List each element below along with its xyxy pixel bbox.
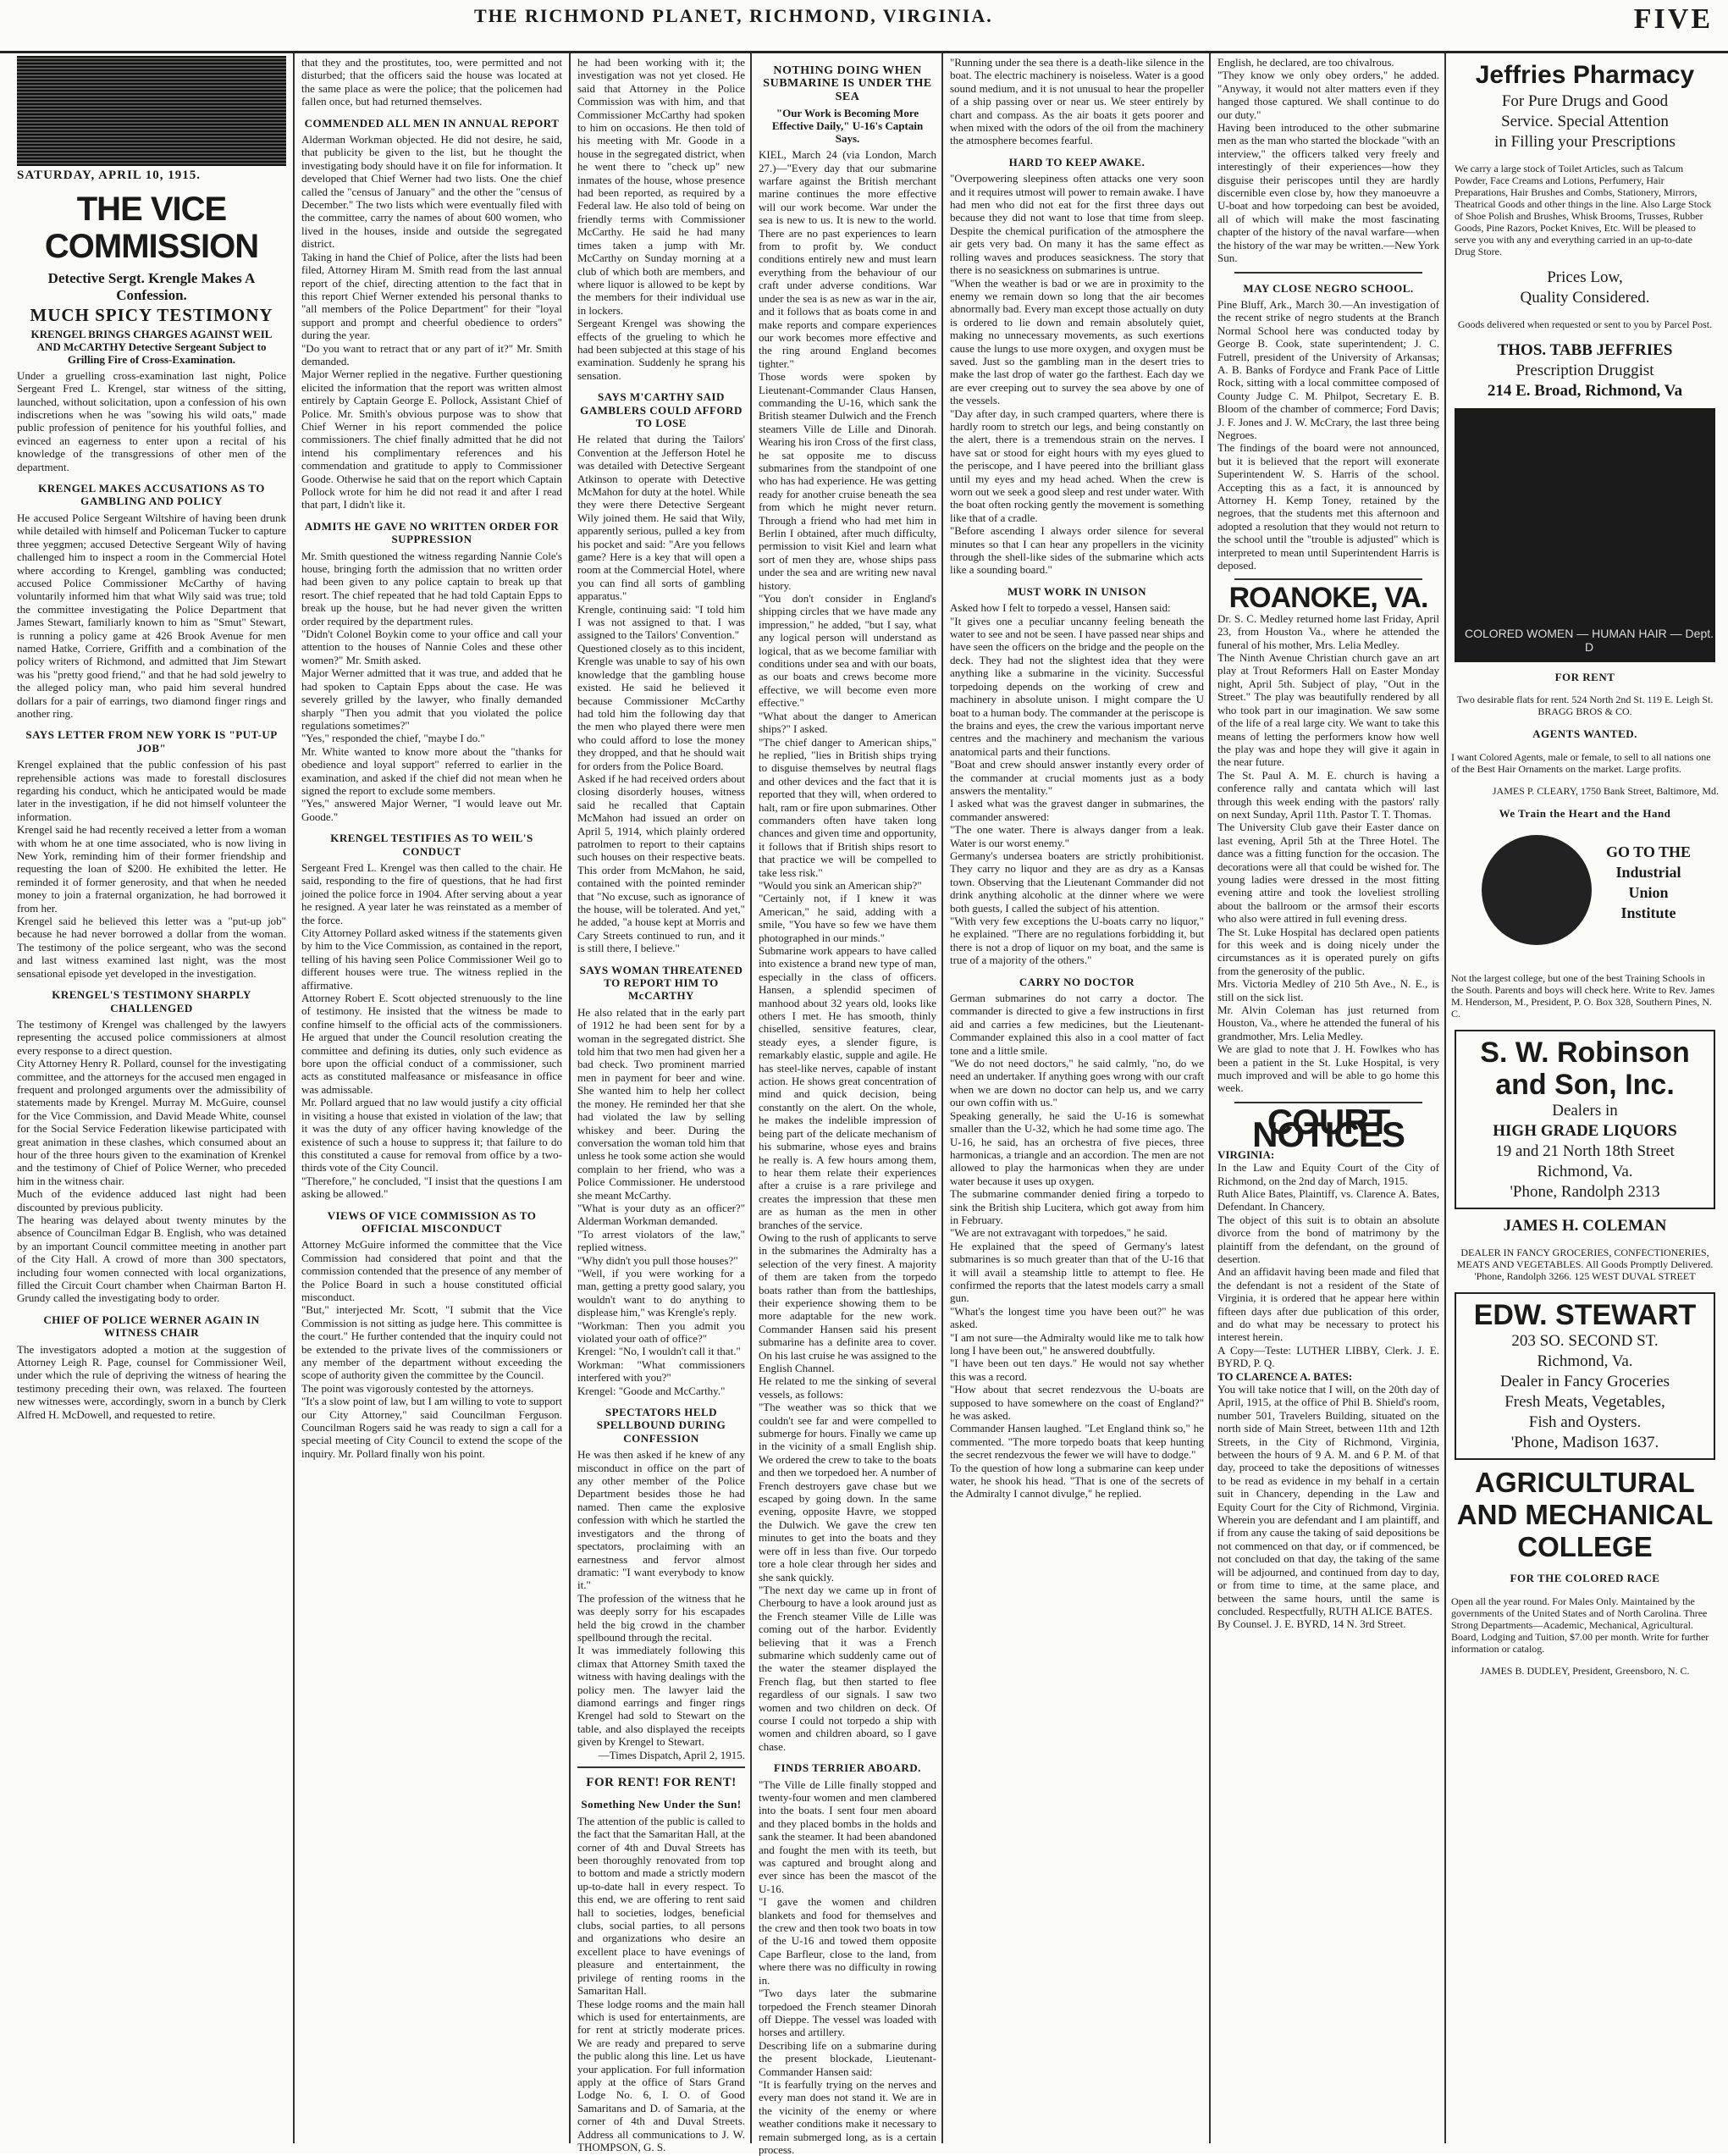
subdeck: "Our Work is Becoming More Effective Daily," U-16's Captain Says. bbox=[771, 107, 924, 146]
ad-agents-wanted bbox=[1451, 727, 1719, 796]
ad-line: Dealer in Fancy Groceries bbox=[1500, 1373, 1670, 1391]
paragraph: The hearing was delayed about twenty minutes by the absence of Councilman Edgar B. English, who was detained by an important Council committee meeting in another part of the City Hall. A crowd of more than 300 spectators, including four women connected with local organizations, filled the Circuit Court chamber when Chairman Barton H. Grundy called the investigating body to order. bbox=[17, 1213, 286, 1305]
paragraph: Major Werner admitted that it was true, and added that he had spoken to Captain Epps about the case. He was severely grilled by the lawyer, who finally demanded sharply "Then you admit that you violated the police regulations sometimes?" bbox=[301, 666, 562, 732]
column-7-ads bbox=[1451, 56, 1719, 2143]
column-3 bbox=[577, 56, 745, 2153]
masthead-title: THE RICHMOND PLANET, RICHMOND, VIRGINIA. bbox=[474, 5, 993, 26]
ad-line: GO TO THE Industrial Union Institute bbox=[1605, 843, 1692, 922]
ad-agricultural-college bbox=[1451, 1467, 1719, 1676]
headline-vice-commission: THE VICE COMMISSION bbox=[44, 191, 259, 266]
paragraph: Mr. Pollard argued that no law would justify a city official in visiting a house that existed in violation of the law; that it was the duty of any officer having knowledge of the existence of such a house to suppress it; that failure to do this constituted a cause for removal from office by a two-thirds vote of the City Council. bbox=[301, 1096, 562, 1175]
column-4 bbox=[759, 56, 936, 2156]
paragraph: "Overpowering sleepiness often attacks one very soon and it requires utmost will power to remain awake. I have had men who did not eat for the first three days out because they did not want to lose that time from sleep. Despite the chemical purification of the atmosphere the air gets very bad. On many it has the same effect as rolling waves and produces seasickness. The story that there is no seasickness on submarines is untrue. bbox=[950, 172, 1204, 277]
ad-for-rent bbox=[1451, 671, 1719, 717]
ad-title: EDW. STEWART bbox=[1473, 1299, 1697, 1332]
paragraph: Speaking generally, he said the U-16 is somewhat smaller than the U-32, which he had some time ago. The U-16, he said, has an orchestra of five pieces, three harmonicas, a triangle and an accordion. The men are not allowed to play the harmonicas when they are under water because it uses up oxygen. bbox=[950, 1108, 1204, 1187]
paragraph: Krengle, continuing said: "I told him I was not assigned to that. I was assigned to the Tailors' Convention." bbox=[577, 602, 745, 642]
ad-title: JAMES H. COLEMAN bbox=[1503, 1217, 1667, 1236]
paragraph: "The next day we came up in front of Cherbourg to have a look around just as the French steamer Ville de Lille was coming out of the harbor. Evidently believing that it was a French submarine which suddenly came out of the water the steamer displayed the French flag, but then started to flee regardless of our signals. I saw two women and two children on deck. Of course I could not torpedo a ship with women and children aboard, so I gave chase. bbox=[759, 1583, 936, 1753]
headline-court-notices: COURT NOTICES bbox=[1252, 1101, 1405, 1155]
paragraph: The investigators adopted a motion at the suggestion of Attorney Leigh R. Page, counsel for Commissioner Weil, under which the rule of depriving the witness of hearing the testimony preceding their own, was relaxed. The fourteen new witnesses were, accordingly, sworn in a bunch by Clerk Alfred H. McDowell, and requested to retire. bbox=[17, 1342, 286, 1421]
subhead: KRENGEL TESTIFIES AS TO WEIL'S CONDUCT bbox=[330, 832, 533, 858]
paragraph: "You don't consider in England's shipping circles that we have made any impression," he added, "but I say, what any logical person will understand as logical, that as we become familiar with conditions under sea and with our boats, as our boats and crews become more effective, we will become even more effective." bbox=[759, 592, 936, 710]
ad-line: Richmond, Va. bbox=[1537, 1352, 1633, 1371]
paragraph: Submarine work appears to have called into existence a brand new type of man, especially in the class of officers. Hansen, a splendid specimen of manhood about 32 years old, looks like others I met. He has smooth, thinly chiselled, sensitive features, clear, steady eyes, a slender figure, is remarkably elastic, supple and agile. He has steel-like nerves, capable of instant action. He shows great concentration of mind and quick decision, being constantly on the alert. On the whole, he makes the indelible impression of being part of the delicate mechanism of his submarine, whose eyes and brains he really is. A few hours among them, to hear them relate their experiences after a cruise is a rare privilege and creates the impression that these men are as human as the men in other branches of the service. bbox=[759, 944, 936, 1231]
paragraph: "They know we only obey orders," he added. "Anyway, it would not alter matters even if they hanged those captured. We shall continue to do our duty." bbox=[1217, 69, 1439, 121]
paragraph: In the Law and Equity Court of the City of Richmond, on the 2nd day of March, 1915. bbox=[1217, 1161, 1439, 1187]
paragraph: KIEL, March 24 (via London, March 27.)—"Every day that our submarine warfare against the British merchant marine continues the more effective will our work become. War under the sea is new to us. It is new to the world. There are no past experiences to learn from to profit by. We conduct conditions entirely new and must learn everything from the behaviour of our craft under adverse conditions. War under the sea is as new as war in the air, and it follows that as boats come in and make reports and compare experiences our work becomes more effective and the ring around England becomes tighter." bbox=[759, 148, 936, 370]
subhead: MUST WORK IN UNISON bbox=[1008, 584, 1146, 598]
paragraph: "What's the longest time you have been out?" he was asked. bbox=[950, 1304, 1204, 1331]
paragraph: Ruth Alice Bates, Plaintiff, vs. Clarence A. Bates, Defendant. In Chancery. bbox=[1217, 1186, 1439, 1213]
subhead: SAYS WOMAN THREATENED TO REPORT HIM TO McCARTHY bbox=[579, 963, 743, 1003]
ad-line: Fish and Oysters. bbox=[1528, 1413, 1642, 1432]
subhead: ADMITS HE GAVE NO WRITTEN ORDER FOR SUPPRESSION bbox=[304, 519, 560, 546]
paragraph: "Would you sink an American ship?" bbox=[759, 878, 922, 892]
paragraph: Describing life on a submarine during the present blockade, Lieutenant-Commander Hansen said: bbox=[759, 2038, 936, 2078]
paragraph: Attorney Robert E. Scott objected strenuously to the line of testimony. He insisted that the witness be made to confine himself to the official acts of the commissioners. He argued that under the Council resolution creating the committee and defining its duties, only such evidence as bore upon the official conduct of a commissioner, such acts as constituted malfeasance or misfeasance in office was admissable. bbox=[301, 992, 562, 1096]
paragraph: "I have been out ten days." He would not say whether this was a record. bbox=[950, 1357, 1204, 1383]
paragraph: By Counsel. J. E. BYRD, 14 N. 3rd Street. bbox=[1217, 1617, 1406, 1631]
ad-industrial-union-institute bbox=[1451, 807, 1719, 1020]
ad-line: For Pure Drugs and Good bbox=[1501, 92, 1669, 110]
subdeck: KRENGEL BRINGS CHARGES AGAINST WEIL AND McCARTHY Detective Sergeant Subject to Grilling Fire of Cross-Examination. bbox=[30, 327, 273, 366]
paragraph: Dr. S. C. Medley returned home last Friday, April 23, from Houston Va., where he attended the funeral of his mother, Mrs. Lelia Medley. bbox=[1217, 611, 1439, 651]
ad-title: AGRICULTURAL AND MECHANICAL COLLEGE bbox=[1456, 1467, 1714, 1563]
headline-roanoke: ROANOKE, VA. bbox=[1228, 582, 1428, 615]
paragraph: The object of this suit is to obtain an absolute divorce from the bond of matrimony by the plaintiff from the defendant, on the ground of desertion. bbox=[1217, 1213, 1439, 1265]
paragraph: English, he declared, are too chivalrous. bbox=[1217, 56, 1394, 69]
column-rule bbox=[1209, 53, 1211, 2143]
paragraph: "Two days later the submarine torpedoed the French steamer Dinorah off Dieppe. The vessel was loaded with horses and artillery. bbox=[759, 1987, 936, 2039]
image-caption: COLORED WOMEN — HUMAN HAIR — Dept. D bbox=[1464, 627, 1714, 654]
ad-line: Dealers in bbox=[1552, 1102, 1618, 1120]
seal-emblem-icon bbox=[1482, 835, 1592, 945]
paragraph: "Boat and crew should answer instantly every order of the commander at crucial moments just as a body answers the mentality." bbox=[950, 758, 1204, 797]
headline-submarine: NOTHING DOING WHEN SUBMARINE IS UNDER THE SEA bbox=[763, 64, 932, 103]
paragraph: Taking in hand the Chief of Police, after the lists had been filed, Attorney Hiram M. Smith read from the last annual report of the chief, directing attention to the fact that in this report Chief Werner extended his personal thanks to "all members of the Police Department" for their "loyal support and prompt and cheerful obedience to orders" during the year. bbox=[301, 250, 562, 342]
obscured-clipping bbox=[17, 56, 286, 166]
paragraph: Asked if he had received orders about closing disorderly houses, witness said he recalled that Captain McMahon had issued an order on April 5, 1914, which plainly ordered patrolmen to report to their captains such houses on their respective beats. This order from McMahon, he said, contained with the pointed reminder that "No excuse, such as ignorance of the house, will be tolerated. And yet," he added, "a house kept at Morris and Cary Streets continued to run, and it is still there, I believe." bbox=[577, 771, 745, 955]
paragraph: Krengel: "Goode and McCarthy." bbox=[577, 1384, 726, 1397]
ad-title: We Train the Heart and the Hand bbox=[1499, 806, 1671, 820]
paragraph: Asked how I felt to torpedo a vessel, Hansen said: bbox=[950, 601, 1171, 615]
ad-line: Richmond, Va. bbox=[1537, 1163, 1633, 1181]
paragraph: Mr. White wanted to know more about the "thanks for obedience and loyal support" referred to earlier in the examination, and asked if the chief did not mean when he signed the report to exclude some members. bbox=[301, 744, 562, 797]
paragraph: It was immediately following this climax that Attorney Smith taxed the witness with having dealings with the policy men. The lawyer laid the diamond earrings and finger rings Krengel had sold to Stewart on the table, and also displayed the receipts given by Krengel to Stewart. bbox=[577, 1644, 745, 1749]
ad-line: Quality Considered. bbox=[1520, 289, 1650, 307]
subhead: CHIEF OF POLICE WERNER AGAIN IN WITNESS CHAIR bbox=[43, 1313, 260, 1340]
paragraph: The University Club gave their Easter dance on last evening, April 5th at the Three Hotel. The dance was a fitting function for the occasion. The decorations were all that could be wished for. The young ladies were dressed in the most fitting evening attire and took the loveliest strolling about the ballroom or the armsof their escorts who also were attired in full evening dress. bbox=[1217, 821, 1439, 926]
ad-edw-stewart bbox=[1455, 1292, 1715, 1460]
paragraph: "Yes," responded the chief, "maybe I do." bbox=[301, 732, 485, 745]
paragraph: "To arrest violators of the law," replied witness. bbox=[577, 1227, 745, 1254]
ad-head-for-rent: FOR RENT! FOR RENT! bbox=[586, 1776, 737, 1789]
paragraph: "Day after day, in such cramped quarters, where there is hardly room to stretch our legs, and being constantly on the alert, there is a tremendous strain on the nerves. I have sat or stood for eight hours with my eyes glued to the periscope, and I have peered into the brilliant glass until my eyes and my head ached. When the crew is worn out we seek a good sleep and rest under water. With the boat often rocking gently the movement is something like that of a cradle. bbox=[950, 406, 1204, 524]
paragraph: Mr. Smith questioned the witness regarding Nannie Cole's house, bringing forth the admission that no written order had been given to any police captain to break up that resort. The chief repeated that he had told Captain Epps to break up the house, but he had never given the written order required by the department rules. bbox=[301, 549, 562, 627]
ad-title: S. W. Robinson and Son, Inc. bbox=[1480, 1037, 1690, 1102]
paragraph: Sergeant Krengel was showing the effects of the grueling to which he had been subjected at this stage of his examination. Suddenly he sprang his sensation. bbox=[577, 317, 745, 382]
paragraph: "But," interjected Mr. Scott, "I submit that the Vice Commission is not sitting as judge here. This committee is the court." He further contended that the inquiry could not be extended to the private lives of the commissioners or any member of the department without exceeding the scope of authority given the committee by the Council. bbox=[301, 1303, 562, 1382]
column-rule bbox=[750, 53, 752, 2143]
paragraph: Workman: "What commissioners interfered with you?" bbox=[577, 1357, 745, 1385]
paragraph: And an affidavit having been made and filed that the defendant is not a resident of the State of Virginia, it is ordered that he appear here within fifteen days after due publication of this order, and do what may be necessary to protect his interest herein. bbox=[1217, 1265, 1439, 1344]
ad-body: JAMES B. DUDLEY, President, Greensboro, N. C. bbox=[1480, 1664, 1690, 1677]
paragraph: "How about that secret rendezvous the U-boats are supposed to have somewhere on the coast of England?" he was asked. bbox=[950, 1383, 1204, 1423]
paragraph: "Running under the sea there is a death-like silence in the boat. The electric machinery is noiseless. Water is a good sound medium, and it is not unusual to hear the propeller of a ship passing over or near us. We steer entirely by chart and compass. As the air boats it gets poorer and when mixed with the odors of the oil from the machinery the atmosphere becomes fearful. bbox=[950, 56, 1204, 147]
paragraph: "What about the danger to American ships?" I asked. bbox=[759, 709, 936, 736]
paragraph: that they and the prostitutes, too, were permitted and not disturbed; that the officers said the house was located at the same place as were the police; that the policemen had fallen once, but had returned themselves. bbox=[301, 56, 562, 108]
paragraph: A Copy—Teste: LUTHER LIBBY, Clerk. J. E. BYRD, P. Q. bbox=[1217, 1343, 1439, 1370]
paragraph: "Didn't Colonel Boykin come to your office and call your attention to the houses of Nannie Coles and these other women?" Mr. Smith asked. bbox=[301, 627, 562, 666]
paragraph: "Workman: Then you admit you violated your oath of office?" bbox=[577, 1318, 745, 1345]
paragraph: Germany's undersea boaters are strictly prohibitionist. They carry no liquor and they are as dry as a Kansas town. Observing that the Lieutenant Commander did not drink anything alcoholic at the dinner where we were both guests, I called the subject of his attention. bbox=[950, 849, 1204, 915]
paragraph: The submarine commander denied firing a torpedo to sink the British ship Lucitera, which got away from him in February. bbox=[950, 1187, 1204, 1226]
paragraph: Attorney McGuire informed the committee that the Vice Commission had considered that point and that the commission contended that the presence of any member of the Police Board in such a house constituted official misconduct. bbox=[301, 1238, 562, 1303]
paragraph: You will take notice that I will, on the 20th day of April, 1915, at the office of Phil B. Shield's room, number 501, Travelers Building, situated on the north side of Main Street, between 11th and 12th Streets, in the City of Richmond, Virginia, between the hours of 9 A. M. and 6 P. M. of that day, proceed to take the depositions of witnesses to be read as evidence in my behalf in a certain suit in Chancery, depending in the Law and Equity Court for the City of Richmond, Virginia. Wherein you are defendant and I am plaintiff, and if from any cause the taking of said depositions be not commenced on that day, or if commenced, be not concluded on that day, the taking of the same will be adjourned, and continued from day to day, or from time to time, at the same place, and between the same hours, until the same is concluded. Respectfully, RUTH ALICE BATES. bbox=[1217, 1383, 1439, 1617]
masthead bbox=[0, 0, 1728, 53]
ad-line: 19 and 21 North 18th Street bbox=[1495, 1142, 1675, 1161]
ad-body: These lodge rooms and the main hall which is used for entertainments, are for rent at strictly moderate prices. We are ready and prepared to serve the public along this line. Let us have your application. For full information apply at the office of Stars Grand Lodge No. 6, I. O. of Good Samaritans and D. of Samaria, at the corner of 4th and Duval Streets. Address all communications to J. W. THOMPSON, G. S. bbox=[577, 1997, 745, 2153]
hair-advertisement-image bbox=[1455, 408, 1715, 662]
paragraph: Sergeant Fred L. Krengel was then called to the chair. He said, responding to the fire of questions, that he had first joined the police force in 1904. After serving about a year he resigned. A year later he was reinstated as a member of the force. bbox=[301, 860, 562, 926]
paragraph: The profession of the witness that he was deeply sorry for his escapades held the big crowd in the chamber spellbound through the recital. bbox=[577, 1591, 745, 1644]
ad-james-coleman bbox=[1451, 1216, 1719, 1282]
paragraph: We are glad to note that J. H. Fowlkes who has been a patient in the St. Luke Hospital, is very much improved and will be able to go home this week. bbox=[1217, 1042, 1439, 1095]
subhead: CARRY NO DOCTOR bbox=[1019, 975, 1135, 988]
paragraph: He was then asked if he knew of any misconduct in office on the part of any other member of the Police Department besides those he had named. Then came the explosive confession with which he startled the investigators and the throng of spectators, proclaiming with an earnestness and fervor almost dramatic: "I want everybody to know it." bbox=[577, 1448, 745, 1592]
paragraph: Krengel said he believed this letter was a "put-up job" because he had never borrowed a dollar from the woman. The testimony of the police sergeant, who was the second and last witness examined last night, was the most sensational episode yet developed in the investigation. bbox=[17, 915, 286, 980]
column-5 bbox=[950, 56, 1204, 2143]
subhead: COMMENDED ALL MEN IN ANNUAL REPORT bbox=[304, 116, 560, 130]
paragraph: The Ninth Avenue Christian church gave an art play at Trout Reformers Hall on Easter Monday night, April 5th. Subject of play, "Out in the Street." The play was beautifully rendered by all who took part in our imagination. We saw some of the life of a real large city. We want to take this means of letting the performers know how well the play was and hope they will give it again in the near future. bbox=[1217, 651, 1439, 769]
subhead: HARD TO KEEP AWAKE. bbox=[1008, 155, 1146, 169]
paragraph: "When the weather is bad or we are in proximity to the enemy we remain down so long that the air becomes abnormally bad. Every man except those actually on duty is ordered to lie down and remain absolutely quiet, making no unnecessary movements, as such exertions cause the lungs to use more oxygen, and oxygen must be saved. Just so the gambling man in the desert tries to make the last drop of water go the farthest. Each day we are ever creeping out to survey the sea above by one of the vessels. bbox=[950, 276, 1204, 407]
paragraph: "Well, if you were working for a man, getting a pretty good salary, you wouldn't want to do anything to displease him," was Krengle's reply. bbox=[577, 1266, 745, 1319]
ad-line: Prescription Druggist bbox=[1515, 362, 1654, 379]
issue-date: SATURDAY, APRIL 10, 1915. bbox=[17, 169, 201, 182]
ad-sw-robinson bbox=[1455, 1030, 1715, 1209]
paragraph: Krengel said he had recently received a letter from a woman with whom he at one time associated, who is now living in New York, reminding him of their former friendship and requesting the loan of $200. He exhibited the letter. He reminded it of former generosity, and that when he needed money to join a fraternal organization, he had borrowed it from her. bbox=[17, 823, 286, 915]
paragraph: Questioned closely as to this incident, Krengle was unable to say of his own knowledge that the gambling house existed. He said he believed it because Commissioner McCarthy had told him the following day that the men who played there were men who could afford to lose the money they dropped, and that he should wait for orders from the Police Board. bbox=[577, 641, 745, 772]
paragraph: The St. Paul A. M. E. church is having a conference rally and cantata which will last through this week ending with the pastors' rally on next Sunday, April 11th. Pastor T. T. Thomas. bbox=[1217, 768, 1439, 821]
paragraph: The point was vigorously contested by the attorneys. bbox=[301, 1381, 534, 1395]
column-rule bbox=[569, 53, 571, 2143]
ad-line: 203 SO. SECOND ST. bbox=[1511, 1332, 1659, 1351]
ad-line: 214 E. Broad, Richmond, Va bbox=[1487, 382, 1683, 400]
paragraph: He related to me the sinking of several vessels, as follows: bbox=[759, 1374, 936, 1401]
column-2 bbox=[301, 56, 562, 2143]
paragraph: "Certainly not, if I knew it was American," he said, adding with a smile, "You have so few we have them photographed in our minds." bbox=[759, 892, 936, 944]
paragraph: Krengel: "No, I wouldn't call it that." bbox=[577, 1345, 741, 1358]
subhead: VIEWS OF VICE COMMISSION AS TO OFFICIAL MISCONDUCT bbox=[327, 1208, 537, 1235]
paragraph: "It is fearfully trying on the nerves and every man does not stand it. We are in the vicinity of the enemy or where weather conditions make it necessary to remain submerged long, as is a certain process. bbox=[759, 2077, 936, 2156]
paragraph: "Yes," answered Major Werner, "I would leave out Mr. Goode." bbox=[301, 797, 562, 823]
ad-line: in Filling your Prescriptions bbox=[1494, 133, 1676, 151]
paragraph: The findings of the board were not announced, but it is believed that the report will exonerate Superintendent W. S. Harris of the school. Accepting this as a fact, it is announced by Attorney H. Kemp Toney, retained by the negroes, that the students met this afternoon and adopted a resolution that they would not return to the school until the "trouble is adjusted" which is interpreted to mean until Superintendent Harris is deposed. bbox=[1217, 441, 1439, 572]
ad-title: FOR RENT bbox=[1554, 671, 1615, 683]
paragraph: The testimony of Krengel was challenged by the lawyers representing the accused police commissioners at almost every response to a direct question. bbox=[17, 1017, 286, 1057]
ad-title: AGENTS WANTED. bbox=[1532, 727, 1637, 741]
paragraph: Mr. Alvin Coleman has just returned from Houston, Va., where he attended the funeral of his grandmother, Mrs. Lelia Medley. bbox=[1217, 1003, 1439, 1042]
paragraph: He explained that the speed of Germany's latest submarines is so much greater than that of the U-16 that it will avail a steamship little to attempt to flee. He confirmed the reports that the latest models carry a small gun. bbox=[950, 1239, 1204, 1305]
ad-subhead: Something New Under the Sun! bbox=[581, 1798, 742, 1811]
paragraph: "Before ascending I always order silence for several minutes so that I can hear any propellers in the vicinity through the shell-like sides of the submarine which acts like a sounding board." bbox=[950, 524, 1204, 577]
paragraph: "We are not extravagant with torpedoes," he said. bbox=[950, 1226, 1168, 1240]
paragraph: Major Werner replied in the negative. Further questioning elicited the information that the report was written almost entirely by Captain George E. Pollock, Assistant Chief of Police. Mr. Smith's obvious purpose was to show that Chief Werner in his report commended the police commissioners. The chief finally admitted that he did not intend his complimentary references and his commendation and gratitude to apply to Commissioner Goode. Otherwise he said that on the report which Captain Pollock wrote for him he did not read it and after I read that part, I didn't like it. bbox=[301, 368, 562, 511]
ad-line: THOS. TABB JEFFRIES bbox=[1497, 341, 1673, 359]
ad-body: JAMES P. CLEARY, 1750 Bank Street, Baltimore, Md. bbox=[1492, 784, 1719, 797]
paragraph: "The weather was so thick that we couldn't see far and were compelled to submerge for hours. Finally we came up in the vicinity of a small English ship. We ordered the crew to take to the boats and then we torpedoed her. A number of French destroyers gave chase but we escaped by going down. In the same evening, opposite Havre, we stopped the Dulwich. We gave the crew ten minutes to get into the boats and they were off in less than five. Our torpedo tore a hole clear through her sides and she sank quickly. bbox=[759, 1401, 936, 1584]
page-number: FIVE bbox=[1633, 3, 1713, 35]
paragraph: Owing to the rush of applicants to serve in the submarines the Admiralty has a selection of the very finest. A majority of them are taken from the torpedo boats rather than from the battleships, their experience showing them to be more adaptable for the new work. Commander Hansen said his present submarine has a definite area to cover. On his last cruise he was assigned to the English Channel. bbox=[759, 1230, 936, 1374]
paragraph: TO CLARENCE A. BATES: bbox=[1217, 1369, 1353, 1383]
paragraph: Krengel explained that the public confession of his past reprehensible actions was made to forestall disclosures regarding his conduct, which he anticipated would be made later in the investigation, if he did not himself volunteer the information. bbox=[17, 758, 286, 823]
paragraph: "The Ville de Lille finally stopped and twenty-four women and men clambered into the boats. I sent four men aboard and they placed bombs in the holds and sank the steamer. It had been abandoned and fought the men with its teeth, but was captured and brought along and ever since has been the mascot of the U-16. bbox=[759, 1777, 936, 1895]
subhead: SPECTATORS HELD SPELLBOUND DURING CONFESSION bbox=[596, 1406, 726, 1445]
ad-body: Goods delivered when requested or sent to you by Parcel Post. bbox=[1457, 318, 1713, 330]
ad-body: The attention of the public is called to the fact that the Samaritan Hall, at the corner of 4th and Duval Streets has been thoroughly renovated from top to bottom and made a strictly modern up-to-date hall in every respect. To this end, we are offering to rent said hall to societies, lodges, beneficial clubs, social parties, to all persons and organizations who desire an excellent place to have evenings of pleasure and entertainment, the privilege of renting rooms in the Samaritan Hall. bbox=[577, 1814, 745, 1998]
ad-line: Prices Low, bbox=[1547, 268, 1623, 286]
paragraph: "The one water. There is always danger from a leak. Water is our worst enemy." bbox=[950, 823, 1204, 849]
paragraph: German submarines do not carry a doctor. The commander is directed to give a few instructions in first aid and carries a few medicines, but the Lieutenant-Commander explained this also in a cool matter of fact tone and a little smile. bbox=[950, 992, 1204, 1057]
subhead: MAY CLOSE NEGRO SCHOOL. bbox=[1243, 281, 1414, 295]
paragraph: Pine Bluff, Ark., March 30.—An investigation of the recent strike of negro students at the Branch Normal School here was conducted today by George B. Cook, state superintendent; J. C. Futrell, president of the University of Arkansas; A. B. Banks of Fordyce and Frank Pace of Little Rock, sitting with a local committee composed of County Judge C. M. Philpot, Secretary E. B. Bloom of the chamber of commerce; Ford Davis; J. F. Jones and J. W. McCrary, the last three being Negroes. bbox=[1217, 297, 1439, 441]
subhead: FINDS TERRIER ABOARD. bbox=[774, 1761, 921, 1775]
paragraph: He accused Police Sergeant Wiltshire of having been drunk while detailed with himself and Policeman Tucker to capture three yeggmen; accused Detective Sergeant Wily of having challenged him to inspect a room in the Commercial Hotel where according to Krengel, gambling was conducted; accused Police Commissioner McCarthy of having voluntarily informed him that what Wily said was true; told the committee investigating the Police Department that James Stewart, familiarly known to him as "Smut" Stewart, is running a policy game at 426 Brook Avenue for men named Hatke, Corriere, Griffith and a combination of the policy writers of Richmond, and admitted that Jim Stewart was his "pretty good friend," and that he had sold jewelry to the alleged policy man, who paid him several hundred dollars for a pair of earrings, two diamond finger rings and another ring. bbox=[17, 511, 286, 720]
column-rule bbox=[1444, 53, 1446, 2143]
ad-line: 'Phone, Randolph 2313 bbox=[1510, 1183, 1660, 1202]
ad-subtitle: FOR THE COLORED RACE bbox=[1510, 1572, 1660, 1585]
subhead: SAYS M'CARTHY SAID GAMBLERS COULD AFFORD TO LOSE bbox=[580, 390, 743, 429]
paragraph: "What is your duty as an officer?" Alderman Workman demanded. bbox=[577, 1201, 745, 1228]
paragraph: Commander Hansen laughed. "Let England think so," he commented. "The more torpedo boats that keep hunting the secret rendezvous the fewer we will have to dodge." bbox=[950, 1422, 1204, 1462]
deck: Detective Sergt. Krengle Makes A Confession. bbox=[47, 270, 256, 304]
divider bbox=[1234, 578, 1422, 580]
paragraph: He related that during the Tailors' Convention at the Jefferson Hotel he was detailed with Detective Sergeant Atkinson to operate with Detective McMahon for duty at the hotel. While they were there Detective Sergeant Wily joined them. He said that Wily, apparently serious, pulled a key from his pocket and said: "Are you fellows game? Here is a key that will open a room at the Commercial Hotel, where you can find all sorts of gambling apparatus." bbox=[577, 433, 745, 603]
column-1 bbox=[17, 56, 286, 2143]
ad-body: Two desirable flats for rent. 524 North 2nd St. 119 E. Leigh St. BRAGG BROS & CO. bbox=[1456, 694, 1714, 718]
paragraph: He also related that in the early part of 1912 he had been sent for by a woman in the segregated district. She told him that two men had given her a bad check. Two prominent married men in payment for beer and wine. She wanted him to help her collect the money. He reminded her that she had violated the law by selling whiskey and beer. During the conversation the woman told him that unless he took some action she would complain to her friend, who was a Police Commissioner. He understood she meant McCarthy. bbox=[577, 1005, 745, 1202]
paragraph: "Therefore," he concluded, "I insist that the questions I am asking be allowed." bbox=[301, 1174, 562, 1201]
paragraph: Those words were spoken by Lieutenant-Commander Claus Hansen, commanding the U-16, which sank the British steamer Dulwich and the French steamers Ville de Lille and Dinorah. Wearing his iron Cross of the first class, he sat opposite me to discuss submarines from the standpoint of one who has had experience. He was getting ready for another cruise beneath the sea from which he might never return. Through a friend who had met him in Berlin I obtained, after much difficulty, permission to visit Kiel and learn what sort of men they are, whose ships pass under the sea and are writing new naval history. bbox=[759, 370, 936, 592]
paragraph: "With very few exceptions the U-boats carry no liquor," he explained. "There are no regulations forbidding it, but there is not a drop of liquor on my boat, and the same is true of a majority of the others." bbox=[950, 915, 1204, 967]
ad-jeffries-pharmacy bbox=[1455, 59, 1715, 401]
paragraph: "It's a slow point of law, but I am willing to vote to support our City Attorney," said Councilman Ferguson. Councilman Rogers said he was ready to sign a call for a special meeting of City Council to extend the scope of the inquiry. Mr. Pollard finally won his point. bbox=[301, 1395, 562, 1460]
paragraph: "I am not sure—the Admiralty would like me to talk how long I have been out," he answered doubtfully. bbox=[950, 1330, 1204, 1357]
subhead: SAYS LETTER FROM NEW YORK IS "PUT-UP JOB" bbox=[25, 728, 278, 755]
paragraph: City Attorney Pollard asked witness if the statements given by him to the Vice Commission, as contained in the report, telling of his having seen Police Commissioner Weil go to different houses were true. The witness replied in the affirmative. bbox=[301, 926, 562, 992]
paragraph: VIRGINIA: bbox=[1217, 1147, 1275, 1161]
divider bbox=[577, 1766, 745, 1768]
ad-line: Fresh Meats, Vegetables, bbox=[1504, 1393, 1665, 1412]
paragraph: "I gave the women and children blankets and food for themselves and the crew and then took two boats in tow of the U-16 and towed them opposite Cape Barfleur, close to the land, from where there was no difficulty in rowing in. bbox=[759, 1895, 936, 1987]
paragraph: Mrs. Victoria Medley of 210 5th Ave., N. E., is still on the sick list. bbox=[1217, 977, 1439, 1003]
divider bbox=[1234, 272, 1422, 274]
paragraph: Alderman Workman objected. He did not desire, he said, that publicity be given to the list, but he thought the investigating body should have it on file for information. It developed that Chief Werner had two lists. One the chief called the "census of January" and the other the "census of December." The two lists which were eventually filed with the committee, carry the names of about 600 women, who lived in the houses, inside and outside the segregated district. bbox=[301, 133, 562, 251]
deck: MUCH SPICY TESTIMONY bbox=[30, 305, 273, 326]
column-6 bbox=[1217, 56, 1439, 2143]
column-rule bbox=[941, 53, 943, 2143]
ad-line: Service. Special Attention bbox=[1501, 113, 1669, 130]
ad-body: I want Colored Agents, male or female, to sell to all nations one of the Best Hair Ornaments on the market. Large profits. bbox=[1451, 750, 1711, 775]
column-rule bbox=[293, 53, 295, 2143]
paragraph: Much of the evidence adduced last night had been discounted by previous publicity. bbox=[17, 1187, 286, 1213]
ad-body: Open all the year round. For Males Only. Maintained by the governments of the United States and of North Carolina. Three Strong Departments—Academic, Mechanical, Agricultural. Board, Lodging and Tuition, $7.00 per month. Write for further information or catalog. bbox=[1451, 1595, 1709, 1655]
institute-seal bbox=[1475, 826, 1695, 962]
source-credit: —Times Dispatch, April 2, 1915. bbox=[598, 1748, 745, 1761]
paragraph: "Why didn't you pull those houses?" bbox=[577, 1253, 738, 1267]
ad-body: We carry a large stock of Toilet Articles, such as Talcum Powder, Face Creams and Lotions, Perfumery, Hair Preparations, Hair Brushes and Combs, Stationery, Mirrors, Theatrical Goods and other things in the line. Also Large Stock of Shoe Polish and Brushes, Whisk Brooms, Trusses, Rubber Goods, Pine Razors, Pocket Knives, Etc. Will be pleased to serve you with any and everything carried in an up-to-date Drug Store. bbox=[1455, 163, 1712, 257]
ad-title: Jeffries Pharmacy bbox=[1475, 61, 1695, 89]
paragraph: he had been working with it; the investigation was not yet closed. He said that Attorney in the Police Commission was with him, and that Commissioner McCarthy had spoken to him on occasions. He then told of his meeting with Mr. Goode in a house in the segregated district, when he went there to "check up" new inmates of the house, whose presence had been reported, as required by a Federal law. He also told of being on friendly terms with Commissioner McCarthy. He said he had many times taken a jump with Mr. McCarthy on Sunday morning at a club of which both are members, and where liquor is allowed to be kept by the members for their individual use in lockers. bbox=[577, 56, 745, 317]
paragraph: "The chief danger to American ships," he replied, "lies in British ships trying to disguise themselves by neutral flags and other devices and the fact that it is reported that they will, when ordered to halt, ram or fire upon submarines. Other commanders often have taken long chances and given time and opportunity, it follows that if British ships resort to that practice we will be compelled to take less risk." bbox=[759, 735, 936, 879]
paragraph: The St. Luke Hospital has declared open patients for this week and is doing nicely under the circumstances as it is operated purely on gifts from the generosity of the public. bbox=[1217, 925, 1439, 977]
paragraph: I asked what was the gravest danger in submarines, the commander answered: bbox=[950, 797, 1204, 823]
paragraph: "It gives one a peculiar uncanny feeling beneath the water to see and not be seen. I have passed near ships and have seen the officers on the bridge and the people on the deck. They had not the slightest idea that they were anything like a submarine in the vicinity. Successful torpedoing depends on the working of crew and machinery in absolute unison. I might compare the U boat to a human body. The commander at the periscope is the brains and eyes, the crew the various important nerve centres and the machinery and mechanism the various anatomical parts and their functions. bbox=[950, 614, 1204, 758]
paragraph: "We do not need doctors," he said calmly, "no, do we need an undertaker. If anything goes wrong with our craft when we are down no doctor can help us, and we carry our own coffin with us." bbox=[950, 1057, 1204, 1109]
paragraph: "Do you want to retract that or any part of it?" Mr. Smith demanded. bbox=[301, 341, 562, 368]
subhead: KRENGEL MAKES ACCUSATIONS AS TO GAMBLING AND POLICY bbox=[38, 482, 265, 508]
paragraph: Having been introduced to the other submarine men as the man who started the blockade "with an interview," the officers talked very freely and interestingly of their experiences—how they disguise their periscopes until they are hardly discernible even close by, how they manoeuvre a U-boat and how torpedoing can best be avoided, all of which will make the most fascinating chapter of the history of the naval warfare—when the history of the war may be written.—New York Sun. bbox=[1217, 121, 1439, 265]
paragraph: To the question of how long a submarine can keep under water, he shook his head. "That is one of the secrets of the Admiralty I cannot divulge," he replied. bbox=[950, 1461, 1204, 1501]
paragraph: Under a gruelling cross-examination last night, Police Sergeant Fred L. Krengel, star witness of the sitting, launched, without solicitation, upon a confession of his own indiscretions when he was "sowing his wild oats," made public profession of penitence for his youthful follies, and evinced an eagerness to enter upon a recital of his knowledge of the transgressions of other men of the department. bbox=[17, 368, 286, 473]
ad-body: Not the largest college, but one of the best Training Schools in the South. Parents and boys will check here. Write to Rev. James M. Henderson, M., President, P. O. Box 328, Southern Pines, N. C. bbox=[1451, 972, 1715, 1020]
ad-line: HIGH GRADE LIQUORS bbox=[1493, 1122, 1677, 1141]
ad-line: 'Phone, Madison 1637. bbox=[1510, 1434, 1659, 1452]
paragraph: City Attorney Henry R. Pollard, counsel for the investigating committee, and the attorneys for the accused men engaged in frequent and prolonged arguments over the admissibility of statements made by Krengel. Murray M. McGuire, counsel for the Vice Commission, and David Meade White, counsel for the Social Service Federation likewise participated with great animation in these clashes, which consumed about an hour of the three hours given to the examination of Krenkel and the testimony of Chief of Police Werner, who preceded him in the witness chair. bbox=[17, 1057, 286, 1187]
subhead: KRENGEL'S TESTIMONY SHARPLY CHALLENGED bbox=[52, 988, 251, 1014]
ad-body: DEALER IN FANCY GROCERIES, CONFECTIONERIES, MEATS AND VEGETABLES. All Goods Promptly Delivered. 'Phone, Randolph 3266. 125 WEST DUVAL STREET bbox=[1456, 1247, 1714, 1283]
